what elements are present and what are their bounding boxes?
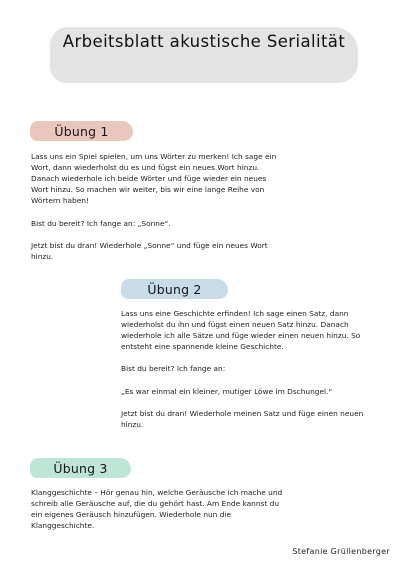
exercise-1-paragraph: Bist du bereit? Ich fange an: „Sonne“. xyxy=(31,218,171,228)
exercise-1-badge: Übung 1 xyxy=(30,121,133,141)
exercise-2-paragraph: „Es war einmal ein kleiner, mutiger Löwe im Dschungel.“ xyxy=(121,386,333,396)
exercise-2-paragraph: Lass uns eine Geschichte erfinden! Ich sage einen Satz, dann wiederholst du ihn und fügst einen neuen Satz hinzu. Danach wiederhole ich alle Sätze und füge wieder einen neuen hinzu. So entsteht eine spannende kleine Geschichte. xyxy=(121,309,361,352)
author-name: Stefanie Grüllenberger xyxy=(292,547,390,556)
exercise-2-paragraph: Jetzt bist du dran! Wiederhole meinen Satz und füge einen neuen hinzu. xyxy=(121,408,364,429)
exercise-1-text xyxy=(31,151,283,262)
exercise-2-text xyxy=(121,308,383,430)
exercise-2-badge: Übung 2 xyxy=(121,279,228,299)
exercise-3-paragraph: Klanggeschichte – Hör genau hin, welche Geräusche ich mache und schreib alle Geräusche auf, die du gehört hast. Am Ende kannst du ein eigenes Geräusch hinzufügen. Wiederhole nun die Klanggeschichte. xyxy=(31,488,283,531)
exercise-1-paragraph: Lass uns ein Spiel spielen, um uns Wörter zu merken! Ich sage ein Wort, dann wiederholst du es und fügst ein neues Wort hinzu. Danach wiederhole ich beide Wörter und füge wieder ein neues Wort hinzu. So machen wir weiter, bis wir eine lange Reihe von Wörtern haben! xyxy=(31,152,277,206)
exercise-1-paragraph: Jetzt bist du dran! Wiederhole „Sonne“ und füge ein neues Wort hinzu. xyxy=(31,240,268,261)
exercise-2-paragraph: Bist du bereit? Ich fange an: xyxy=(121,364,226,374)
page-title: Arbeitsblatt akustische Serialität xyxy=(62,32,346,51)
exercise-3-badge: Übung 3 xyxy=(30,458,131,478)
exercise-3-text xyxy=(31,487,283,531)
